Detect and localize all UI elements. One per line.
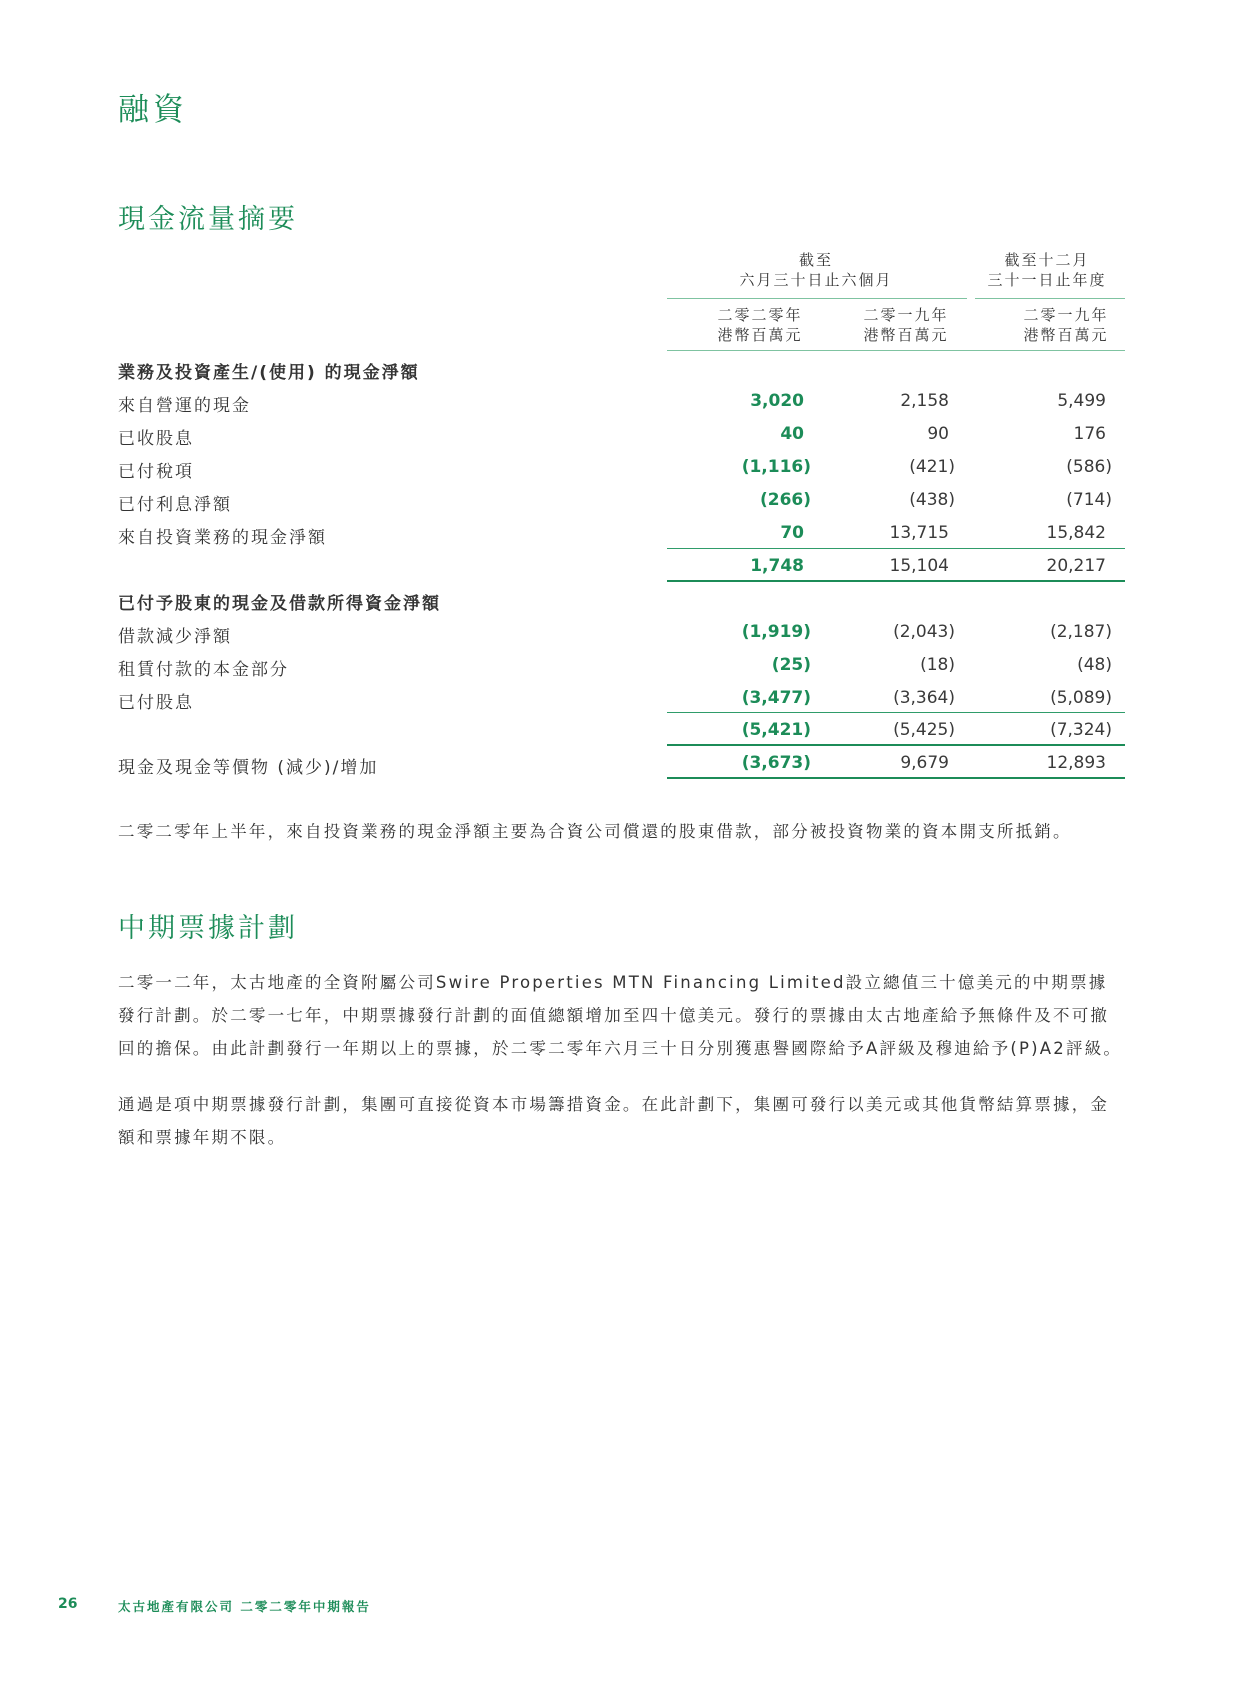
header-rule-full-year	[975, 298, 1125, 299]
page-number: 26	[58, 1596, 78, 1612]
value-2019-year: (5,089)	[1050, 688, 1112, 708]
footer-report-title: 太古地產有限公司 二零二零年中期報告	[118, 1599, 371, 1614]
value-2019-half: (18)	[920, 655, 955, 675]
paragraph-mtn-1: 二零一二年，太古地產的全資附屬公司Swire Properties MTN Financing Limited設立總值三十億美元的中期票據發行計劃。於二零一七年，中期票據發行計劃的面值總額增加至四十億美元。發行的票據由太古地產給予無條件及不可撤回的擔保。由此計劃發行一年期以上的票據，於二零二零年六月三十日分別獲惠譽國際給予A評級及穆迪給予(P)A2評級。	[118, 973, 1123, 1058]
table-row-total	[0, 748, 1241, 780]
subtotal-rule-top	[667, 712, 1125, 713]
table-row	[0, 518, 1241, 550]
paragraph-mtn-2: 通過是項中期票據發行計劃，集團可直接從資本市場籌措資金。在此計劃下，集團可發行以美元或其他貨幣結算票據，金額和票據年期不限。	[118, 1095, 1110, 1147]
table-row-subtotal	[0, 551, 1241, 583]
table-row	[0, 650, 1241, 682]
row-label: 已付予股東的現金及借款所得資金淨額	[118, 594, 441, 614]
table-row	[0, 617, 1241, 649]
row-label: 業務及投資產生/(使用) 的現金淨額	[118, 363, 420, 383]
value-2019-year: 15,842	[1046, 523, 1106, 543]
header-full-year: 截至十二月 三十一日止年度	[987, 251, 1107, 289]
value-2019-half: (438)	[909, 490, 955, 510]
row-label: 現金及現金等價物 (減少)/增加	[118, 758, 379, 778]
table-row	[0, 584, 1241, 616]
value-2019-half: 15,104	[889, 556, 949, 576]
value-2019-year: (7,324)	[1050, 720, 1112, 740]
paragraph-cashflow-note: 二零二零年上半年，來自投資業務的現金淨額主要為合資公司償還的股東借款，部分被投資物業的資本開支所抵銷。	[118, 822, 1072, 841]
value-2020: (5,421)	[741, 720, 811, 740]
table-row	[0, 683, 1241, 715]
header-bottom-rule	[667, 350, 1125, 351]
value-2019-half: (5,425)	[893, 720, 955, 740]
table-row	[0, 386, 1241, 418]
page-title: 融資	[118, 92, 188, 128]
value-2020: (1,919)	[741, 622, 811, 642]
col-header-2020: 二零二零年 港幣百萬元	[717, 306, 803, 344]
value-2020: 1,748	[750, 556, 804, 576]
value-2019-year: (48)	[1077, 655, 1112, 675]
section-title-cash-flow: 現金流量摘要	[118, 204, 298, 235]
row-label: 來自營運的現金	[118, 396, 251, 416]
row-label: 租賃付款的本金部分	[118, 660, 289, 680]
row-label: 已收股息	[118, 429, 194, 449]
value-2020: 40	[780, 424, 804, 444]
value-2019-year: 20,217	[1046, 556, 1106, 576]
value-2019-year: 5,499	[1057, 391, 1106, 411]
value-2019-half: 9,679	[900, 753, 949, 773]
value-2019-half: 2,158	[900, 391, 949, 411]
value-2019-half: 13,715	[889, 523, 949, 543]
table-row	[0, 485, 1241, 517]
value-2019-year: (714)	[1066, 490, 1112, 510]
table-row	[0, 353, 1241, 385]
subtotal-rule-bottom	[667, 744, 1125, 746]
subtotal-rule-top	[667, 548, 1125, 549]
value-2020: 70	[780, 523, 804, 543]
table-row	[0, 419, 1241, 451]
row-label: 已付利息淨額	[118, 495, 232, 515]
value-2019-half: (2,043)	[893, 622, 955, 642]
value-2019-half: (3,364)	[893, 688, 955, 708]
value-2019-year: (586)	[1066, 457, 1112, 477]
value-2019-year: 176	[1073, 424, 1106, 444]
value-2019-year: (2,187)	[1050, 622, 1112, 642]
col-header-2019-year: 二零一九年 港幣百萬元	[1023, 306, 1109, 344]
value-2020: (1,116)	[741, 457, 811, 477]
header-rule-six-months	[667, 298, 967, 299]
row-label: 已付稅項	[118, 462, 194, 482]
col-header-2019-half: 二零一九年 港幣百萬元	[863, 306, 949, 344]
value-2020: 3,020	[750, 391, 804, 411]
subtotal-rule-bottom	[667, 580, 1125, 582]
table-row-subtotal	[0, 715, 1241, 747]
value-2019-half: 90	[927, 424, 949, 444]
header-six-months: 截至 六月三十日止六個月	[739, 251, 893, 289]
value-2019-half: (421)	[909, 457, 955, 477]
value-2020: (25)	[771, 655, 811, 675]
section-title-mtn: 中期票據計劃	[118, 913, 298, 944]
value-2020: (3,477)	[741, 688, 811, 708]
table-row	[0, 452, 1241, 484]
value-2020: (3,673)	[741, 753, 811, 773]
value-2020: (266)	[759, 490, 811, 510]
value-2019-year: 12,893	[1046, 753, 1106, 773]
row-label: 借款減少淨額	[118, 627, 232, 647]
row-label: 已付股息	[118, 693, 194, 713]
row-label: 來自投資業務的現金淨額	[118, 528, 327, 548]
total-rule	[667, 777, 1125, 779]
